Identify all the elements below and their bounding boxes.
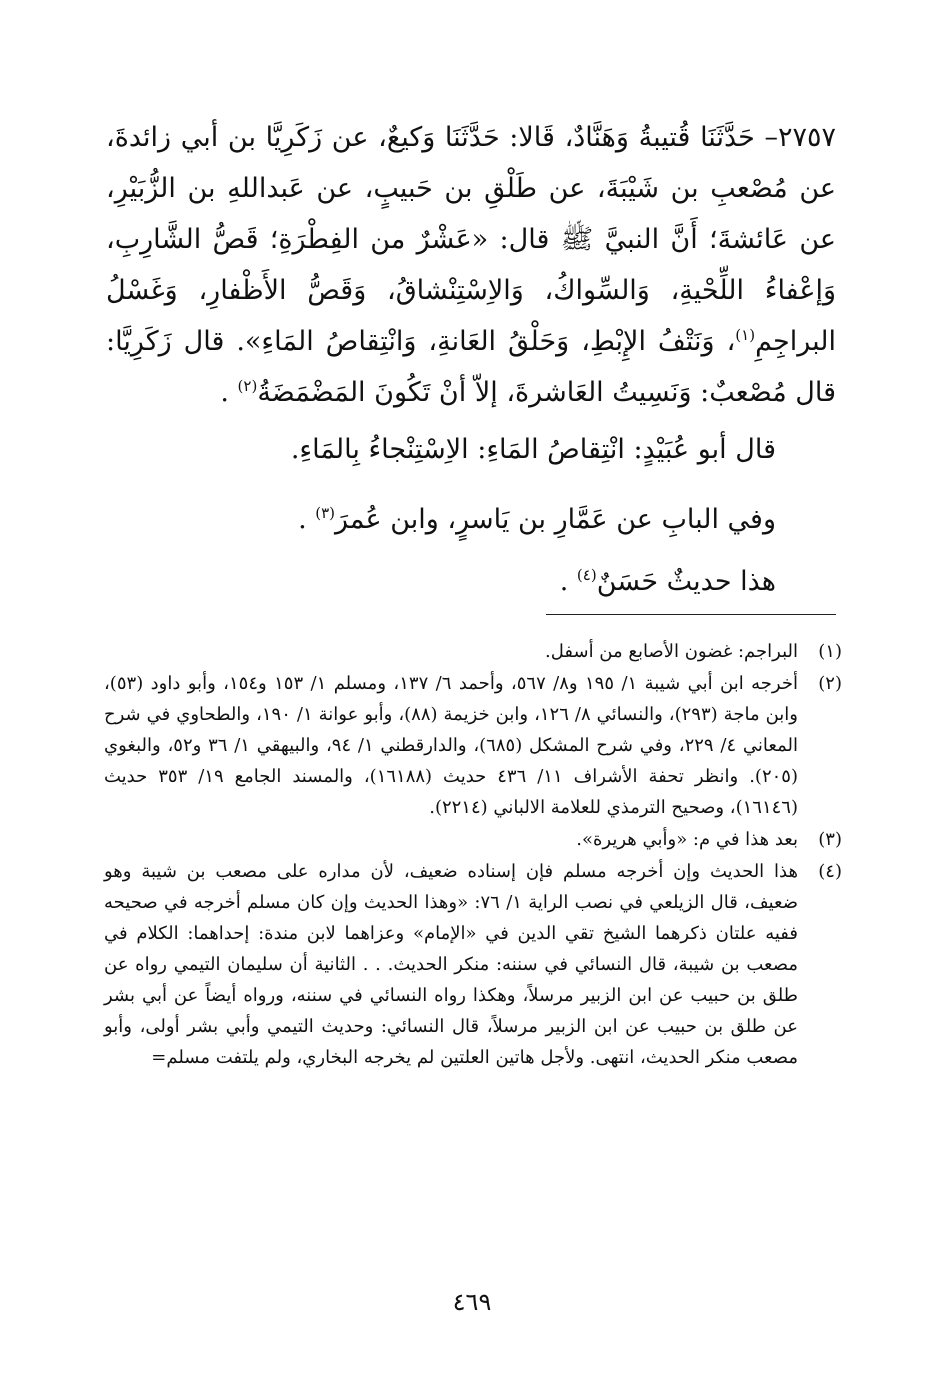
hadith-main-text <box>106 112 836 418</box>
footnote-ref-2[interactable]: (٢) <box>237 377 258 395</box>
footnote-text: هذا الحديث وإن أخرجه مسلم فإن إسناده ضعيف، لأن مداره على مصعب بن شيبة وهو ضعيف، قال الزيلعي في نصب الراية ١/ ٧٦: «وهذا الحديث وإن كان مسلم أخرجه في صحيحه ففيه علتان ذكرهما الشيخ تقي الدين في «الإمام» وعزاهما لابن مندة: إحداهما: الكلام في مصعب بن شيبة، قال النسائي في سننه: منكر الحديث. . . الثانية أن سليمان التيمي رواه عن طلق بن حبيب عن ابن الزبير مرسلاً، وهكذا رواه النسائي في سننه، ورواه أيضاً عن أبي بشر عن طلق بن حبيب عن ابن الزبير مرسلاً، قال النسائي: وحديث التيمي وأبي بشر أولى، وأبو مصعب منكر الحديث، انتهى. ولأجل هاتين العلتين لم يخرجه البخاري، ولم يلتفت مسلم= <box>104 861 799 1068</box>
hadith-number: ٢٧٥٧ <box>777 122 836 153</box>
footnote-ref-4[interactable]: (٤) <box>576 566 597 584</box>
footnotes-section <box>104 636 842 1074</box>
footnote-text: بعد هذا في م: «وأبي هريرة». <box>576 829 798 850</box>
footnote-item <box>104 856 842 1073</box>
grading-text: هذا حديثٌ حَسَنٌ <box>596 566 776 597</box>
grading-line <box>136 562 776 602</box>
abu-ubayd-text: قال أبو عُبَيْدٍ: انْتِقاصُ المَاءِ: الاِسْتِنْجاءُ بِالمَاءِ. <box>290 434 776 465</box>
hadith-text: – حَدَّثَنَا قُتيبةُ وَهَنَّادٌ، قَالا: حَدَّثَنَا وَكيعٌ، عن زَكَرِيَّا بن أبي زائدةَ، عن مُصْعبِ بن شَيْبَةَ، عن طَلْقِ بن حَبيبٍ، عن عَبداللهِ بن الزُّبَيْرِ، عن عَائشةَ؛ أَنَّ النبيَّ ﷺ قال: «عَشْرٌ من الفِطْرَةِ؛ قَصُّ الشَّارِبِ، وَإعْفاءُ اللِّحْيةِ، وَالسِّواكُ، وَالاِسْتِنْشاقُ، وَقَصُّ الأَظْفارِ، وَغَسْلُ البراجِمِ <box>106 122 836 357</box>
hadith-text-end: . <box>220 377 238 408</box>
footnote-item <box>104 636 842 667</box>
page-number: ٤٦٩ <box>452 1288 492 1316</box>
footnote-item <box>104 668 842 823</box>
footnote-number: (٢) <box>818 673 842 694</box>
footnote-number: (٣) <box>818 829 842 850</box>
grading-end: . <box>559 566 577 597</box>
bab-line <box>136 500 776 540</box>
abu-ubayd-line <box>136 430 776 470</box>
footnote-divider <box>546 614 836 615</box>
footnote-ref-1[interactable]: (١) <box>735 326 756 344</box>
footnote-number: (٤) <box>818 861 842 882</box>
hadith-text-part2: ، وَنَتْفُ الإِبْطِ، وَحَلْقُ العَانةِ، وَانْتِقاصُ المَاءِ». قال زَكَرِيَّا: قال مُصْعبٌ: وَنَسِيتُ العَاشرةَ، إلاّ أنْ تَكُونَ المَضْمَضَةُ <box>106 326 836 408</box>
footnote-item <box>104 824 842 855</box>
footnote-number: (١) <box>818 641 842 662</box>
bab-end: . <box>298 504 316 535</box>
footnote-text: البراجم: غضون الأصابع من أسفل. <box>545 641 798 662</box>
footnote-text: أخرجه ابن أبي شيبة ١/ ١٩٥ و٨/ ٥٦٧، وأحمد ٦/ ١٣٧، ومسلم ١/ ١٥٣ و١٥٤، وأبو داود (٥٣)، وابن ماجة (٢٩٣)، والنسائي ٨/ ١٢٦، وابن خزيمة (٨٨)، وأبو عوانة ١/ ١٩٠، والطحاوي في شرح المعاني ٤/ ٢٢٩، وفي شرح المشكل (٦٨٥)، والدارقطني ١/ ٩٤، والبيهقي ١/ ٣٦ و٥٢، والبغوي (٢٠٥). وانظر تحفة الأشراف ١١/ ٤٣٦ حديث (١٦١٨٨)، والمسند الجامع ١٩/ ٣٥٣ حديث (١٦١٤٦)، وصحيح الترمذي للعلامة الالباني (٢٢١٤). <box>104 673 799 818</box>
footnote-ref-3[interactable]: (٣) <box>315 504 336 522</box>
hadith-paragraph <box>106 112 836 418</box>
bab-text: وفي البابِ عن عَمَّارِ بن يَاسرٍ، وابن عُمرَ <box>335 504 776 535</box>
